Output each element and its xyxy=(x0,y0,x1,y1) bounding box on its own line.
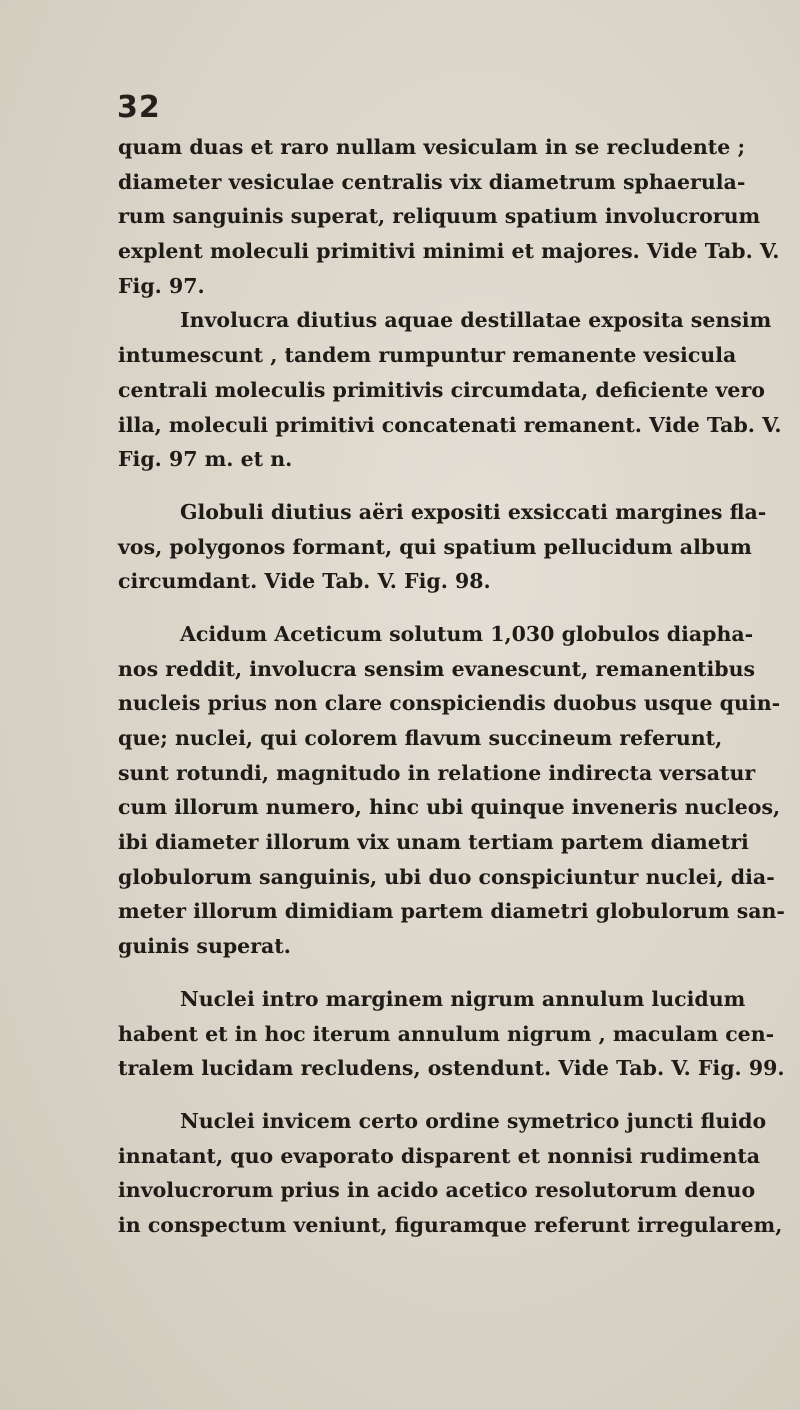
paragraph-1 xyxy=(118,130,790,303)
text-line: centrali moleculis primitivis circumdata, deficiente vero xyxy=(118,377,765,402)
paragraph-5 xyxy=(118,982,790,1086)
paragraph-2 xyxy=(118,303,790,476)
text-line: involucrorum prius in acido acetico resolutorum denuo xyxy=(118,1178,756,1203)
paragraph-6 xyxy=(118,1104,790,1243)
body-text xyxy=(118,130,790,1243)
text-line: tralem lucidam recludens, ostendunt. Vide Tab. V. Fig. 99. xyxy=(118,1056,785,1081)
paragraph-spacer xyxy=(118,964,790,982)
text-line: vos, polygonos formant, qui spatium pellucidum album xyxy=(118,534,752,559)
text-line: rum sanguinis superat, reliquum spatium involucrorum xyxy=(118,204,761,229)
text-line: guinis superat. xyxy=(118,934,291,959)
text-line: cum illorum numero, hinc ubi quinque inveneris nucleos, xyxy=(118,795,781,820)
text-line: diameter vesiculae centralis vix diametrum sphaerula- xyxy=(118,169,746,194)
text-line: Globuli diutius aëri expositi exsiccati margines fla- xyxy=(180,499,767,524)
text-line: ibi diameter illorum vix unam tertiam partem diametri xyxy=(118,830,749,855)
text-line: globulorum sanguinis, ubi duo conspiciuntur nuclei, dia- xyxy=(118,864,775,889)
paragraph-3 xyxy=(118,495,790,599)
text-line: innatant, quo evaporato disparent et nonnisi rudimenta xyxy=(118,1143,761,1168)
text-line: Nuclei invicem certo ordine symetrico juncti fluido xyxy=(180,1108,767,1133)
text-line: habent et in hoc iterum annulum nigrum , maculam cen- xyxy=(118,1021,775,1046)
text-line: explent moleculi primitivi minimi et majores. Vide Tab. V. xyxy=(118,239,780,264)
page-number: 32 xyxy=(117,90,161,125)
text-line: nucleis prius non clare conspiciendis duobus usque quin- xyxy=(118,691,781,716)
paragraph-4 xyxy=(118,617,790,964)
paragraph-spacer xyxy=(118,1086,790,1104)
text-line: Fig. 97. xyxy=(118,273,205,298)
text-line: illa, moleculi primitivi concatenati remanent. Vide Tab. V. xyxy=(118,412,782,437)
text-line: Acidum Aceticum solutum 1,030 globulos diapha- xyxy=(180,621,754,646)
text-line: in conspectum veniunt, figuramque referunt irregularem, xyxy=(118,1212,783,1237)
text-line: Nuclei intro marginem nigrum annulum lucidum xyxy=(180,986,746,1011)
text-line: circumdant. Vide Tab. V. Fig. 98. xyxy=(118,569,491,594)
text-line: Fig. 97 m. et n. xyxy=(118,447,293,472)
paragraph-spacer xyxy=(118,599,790,617)
text-line: quam duas et raro nullam vesiculam in se recludente ; xyxy=(118,135,746,159)
text-line: Involucra diutius aquae destillatae exposita sensim xyxy=(180,308,772,333)
text-line: nos reddit, involucra sensim evanescunt, remanentibus xyxy=(118,656,756,681)
text-line: intumescunt , tandem rumpuntur remanente vesicula xyxy=(118,343,737,368)
text-line: sunt rotundi, magnitudo in relatione indirecta versatur xyxy=(118,760,756,785)
text-line: meter illorum dimidiam partem diametri globulorum san- xyxy=(118,899,785,924)
text-line: que; nuclei, qui colorem flavum succineum referunt, xyxy=(118,726,723,750)
paragraph-spacer xyxy=(118,477,790,495)
